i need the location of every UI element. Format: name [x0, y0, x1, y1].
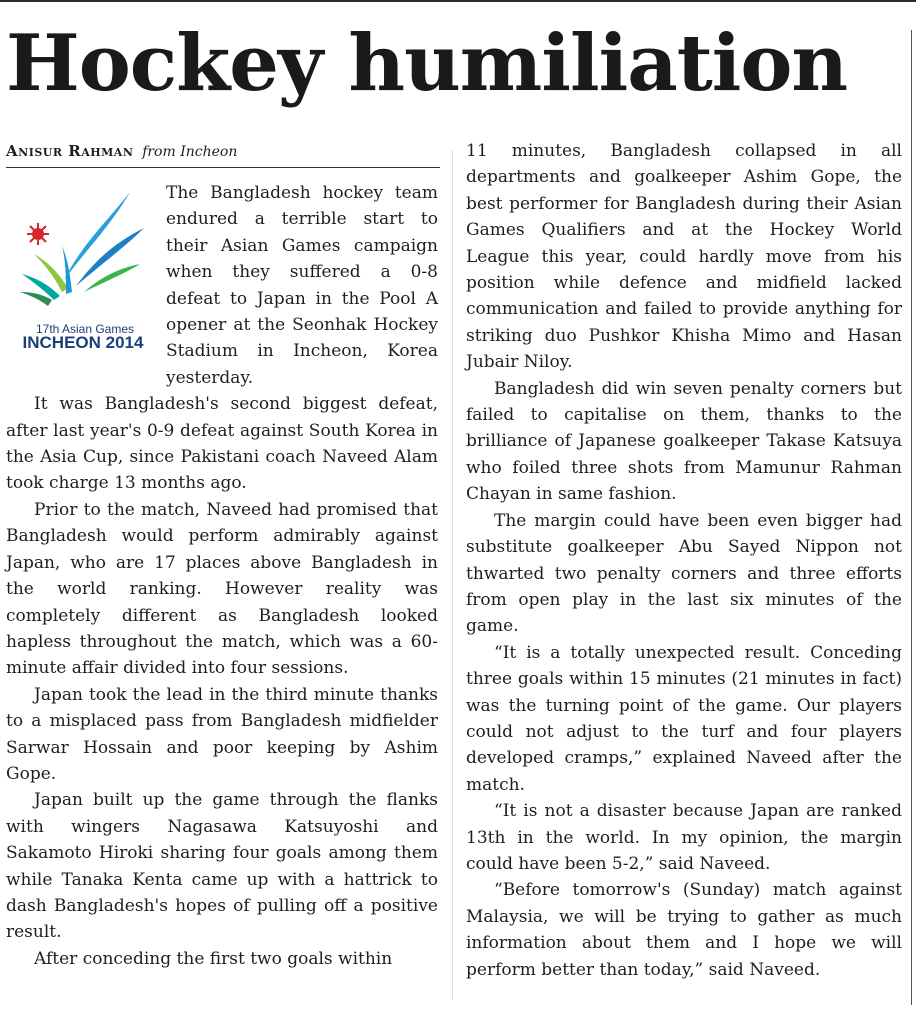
byline-location: from Incheon [142, 144, 238, 160]
paragraph: “It is not a disaster because Japan are ranked 13th in the world. In my opinion, the margin could have been 5-2,” said Naveed. [466, 801, 902, 874]
paragraph: The margin could have been even bigger had substitute goalkeeper Abu Sayed Nippon not thwarted two penalty corners and three efforts from open play in the last six minutes of the game. [466, 510, 902, 637]
paragraph: Japan built up the game through the flanks with wingers Nagasawa Katsuyoshi and Sakamoto Hiroki sharing four goals among them while Tanaka Kenta came up with a hattrick to dash Bangladesh's hopes of pulling off a positive result. [6, 790, 438, 943]
paragraph: “It is a totally unexpected result. Conceding three goals within 15 minutes (21 minutes in fact) was the turning point of the game. Our players could not adjust to the turf and four players developed cramps,” explained Naveed after the match. [466, 642, 902, 795]
asian-games-logo [6, 180, 156, 366]
article-column-2 [466, 138, 902, 983]
top-rule [0, 0, 916, 2]
byline-author: Anisur Rahman [6, 142, 134, 160]
paragraph: It was Bangladesh's second biggest defeat, after last year's 0-9 defeat against South Korea in the Asia Cup, since Pakistani coach Naveed Alam took charge 13 months ago. [6, 394, 438, 494]
article-column-1 [6, 180, 438, 972]
right-rule [911, 30, 912, 1005]
logo-city-label: INCHEON 2014 [22, 333, 144, 352]
headline: Hockey humiliation [6, 18, 848, 109]
paragraph: The Bangladesh hockey team endured a terrible start to their Asian Games campaign when they suffered a 0-8 defeat to Japan in the Pool A opener at the Seonhak Hockey Stadium in Incheon, Korea yesterday. [166, 183, 438, 388]
paragraph: 11 minutes, Bangladesh collapsed in all departments and goalkeeper Ashim Gope, the best performer for Bangladesh during their Asian Games Qualifiers and at the Hockey World League this year, could hardly move from his position while defence and midfield lacked communication and failed to provide anything for striking duo Pushkor Khisha Mimo and Hasan Jubair Niloy. [466, 141, 902, 373]
byline [6, 140, 440, 168]
logo-event-label: 17th Asian Games [35, 322, 135, 336]
paragraph: Japan took the lead in the third minute thanks to a misplaced pass from Bangladesh midfielder Sarwar Hossain and poor keeping by Ashim Gope. [6, 684, 438, 784]
paragraph: Prior to the match, Naveed had promised that Bangladesh would perform admirably against Japan, who are 17 places above Bangladesh in the world ranking. However reality was completely different as Bangladesh looked hapless throughout the match, which was a 60-minute affair divided into four sessions. [6, 499, 438, 679]
paragraph: “Before tomorrow's (Sunday) match against Malaysia, we will be trying to gather as much information about them and I hope we will perform better than today,” said Naveed. [466, 880, 902, 980]
column-divider [452, 150, 453, 1000]
paragraph: After conceding the first two goals within [34, 948, 393, 969]
paragraph: Bangladesh did win seven penalty corners but failed to capitalise on them, thanks to the brilliance of Japanese goalkeeper Takase Katsuya who foiled three shots from Mamunur Rahman Chayan in same fashion. [466, 378, 902, 505]
incheon-emblem-icon [12, 188, 150, 316]
